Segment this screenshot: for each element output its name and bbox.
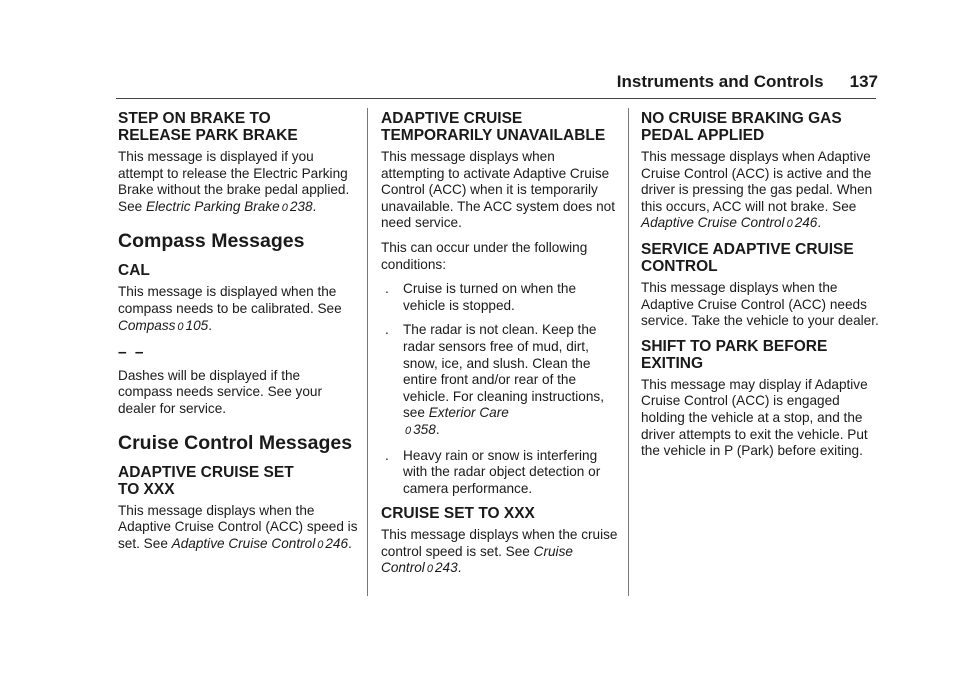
page-ref-icon: 0 [426,563,433,576]
paragraph: This message displays when the Adaptive Cruise Control (ACC) speed is set. See Adaptive Cruise Control 0 246. [118,502,358,551]
column-3 [641,110,881,468]
bullet-icon: . [385,281,389,297]
major-heading: Cruise Control Messages [118,431,353,454]
list-item: . The radar is not clean. Keep the radar sensors free of mud, dirt, snow, ice, and slush. Clean the entire front and/or rear of the vehicle. For cleaning instructions, see Exterior Care 0 358. [385,322,604,437]
page-ref-icon: 0 [405,424,412,437]
column-1 [118,110,358,561]
section-heading: SERVICE ADAPTIVE CRUISE CONTROL [641,240,854,275]
section-heading: STEP ON BRAKE TO RELEASE PARK BRAKE [118,110,298,144]
paragraph: This message displays when Adaptive Cruise Control (ACC) is active and the driver is pressing the gas pedal. When this occurs, ACC will not brake. See Adaptive Cruise Control 0 246. [641,149,873,231]
section-heading: ADAPTIVE CRUISE SET TO XXX [118,463,294,498]
column-divider [367,108,368,596]
paragraph: This message is displayed if you attempt to release the Electric Parking Brake without the brake pedal applied. See Electric Parking Brake 0 238. [118,149,350,214]
paragraph: This message may display if Adaptive Cruise Control (ACC) is engaged holding the vehicle at a stop, and the driver attempts to exit the vehicle. Put the vehicle in P (Park) before exiting. [641,376,868,459]
column-2 [381,110,621,586]
cross-reference[interactable]: Exterior Care 0 358 [405,405,509,437]
paragraph: This can occur under the following conditions: [381,239,588,272]
list-item: . Cruise is turned on when the vehicle is stopped. [385,281,577,313]
cross-reference[interactable]: Cruise Control 0 243 [381,543,573,576]
page-ref-icon: 0 [317,538,324,551]
section-heading: CAL [118,262,150,280]
paragraph: This message displays when the cruise control speed is set. See Cruise Control 0 243. [381,527,618,576]
page-ref-icon: 0 [177,320,184,333]
section-heading: SHIFT TO PARK BEFORE EXITING [641,337,828,372]
section-heading: – – [118,344,146,362]
bullet-list [381,281,621,497]
paragraph: Dashes will be displayed if the compass needs service. See your dealer for service. [118,367,323,416]
header-rule [116,98,876,99]
page-number: 137 [849,72,878,91]
major-heading: Compass Messages [118,230,305,253]
page-ref-icon: 0 [786,218,793,231]
page-ref-icon: 0 [281,201,288,214]
cross-reference[interactable]: Adaptive Cruise Control 0 246 [171,535,349,551]
bullet-icon: . [385,447,389,463]
cross-reference[interactable]: Electric Parking Brake 0 238 [145,198,313,214]
bullet-icon: . [385,322,389,338]
list-item: . Heavy rain or snow is interfering with the radar object detection or camera performance. [385,447,601,496]
cross-reference[interactable]: Compass 0 105 [118,317,209,333]
paragraph: This message displays when the Adaptive Cruise Control (ACC) needs service. Take the vehicle to your dealer. [641,279,879,329]
page-header [548,72,878,94]
paragraph: This message is displayed when the compass needs to be calibrated. See Compass 0 105. [118,284,342,333]
paragraph: This message displays when attempting to activate Adaptive Cruise Control (ACC) when it is temporarily unavailable. The ACC system does not need service. [381,149,615,231]
cross-reference[interactable]: Adaptive Cruise Control 0 246 [641,215,818,231]
section-heading: CRUISE SET TO XXX [381,505,535,523]
column-divider [628,108,629,596]
section-heading: NO CRUISE BRAKING GAS PEDAL APPLIED [641,110,842,144]
section-title: Instruments and Controls [616,72,824,91]
section-heading: ADAPTIVE CRUISE TEMPORARILY UNAVAILABLE [381,110,606,144]
